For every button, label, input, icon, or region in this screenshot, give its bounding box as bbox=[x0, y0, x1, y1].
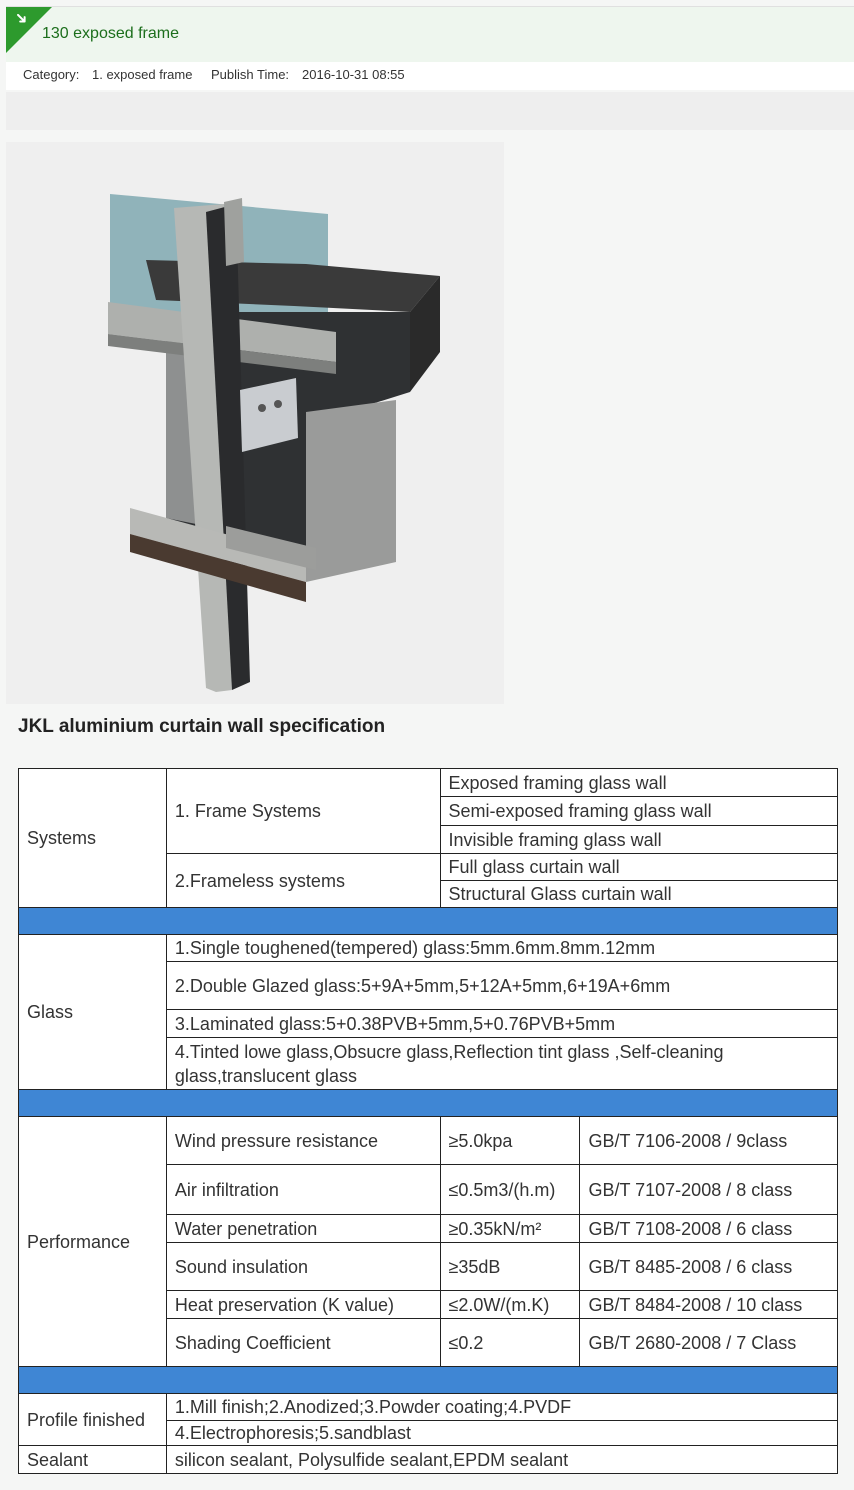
article-meta bbox=[6, 62, 854, 90]
performance-value: ≤0.2 bbox=[440, 1319, 580, 1367]
performance-standard: GB/T 8485-2008 / 6 class bbox=[580, 1243, 838, 1291]
table-row bbox=[19, 935, 838, 962]
frame-system-item: Semi-exposed framing glass wall bbox=[440, 797, 838, 826]
spec-heading: JKL aluminium curtain wall specification bbox=[18, 716, 386, 737]
performance-name: Sound insulation bbox=[166, 1243, 440, 1291]
frame-system-item: Invisible framing glass wall bbox=[440, 826, 838, 854]
article-header bbox=[6, 6, 854, 63]
section-separator bbox=[19, 1367, 838, 1394]
glass-item: 1.Single toughened(tempered) glass:5mm.6mm.8mm.12mm bbox=[166, 935, 837, 962]
performance-name: Air infiltration bbox=[166, 1165, 440, 1215]
performance-name: Wind pressure resistance bbox=[166, 1117, 440, 1165]
performance-standard: GB/T 8484-2008 / 10 class bbox=[580, 1291, 838, 1319]
performance-value: ≤0.5m3/(h.m) bbox=[440, 1165, 580, 1215]
publish-label: Publish Time: bbox=[211, 67, 290, 82]
performance-name: Water penetration bbox=[166, 1215, 440, 1243]
publish-time: 2016-10-31 08:55 bbox=[302, 67, 405, 82]
performance-name: Heat preservation (K value) bbox=[166, 1291, 440, 1319]
content-divider-bar bbox=[6, 92, 854, 130]
glass-label: Glass bbox=[19, 935, 167, 1090]
sealant-value: silicon sealant, Polysulfide sealant,EPDM sealant bbox=[166, 1446, 837, 1474]
specification-table bbox=[18, 768, 838, 1474]
table-row bbox=[19, 1394, 838, 1421]
table-row bbox=[19, 1446, 838, 1474]
frameless-system-item: Full glass curtain wall bbox=[440, 854, 838, 881]
profile-label: Profile finished bbox=[19, 1394, 167, 1446]
performance-value: ≥35dB bbox=[440, 1243, 580, 1291]
systems-label: Systems bbox=[19, 769, 167, 908]
glass-item: 3.Laminated glass:5+0.38PVB+5mm,5+0.76PVB+5mm bbox=[166, 1010, 837, 1038]
performance-value: ≥0.35kN/m² bbox=[440, 1215, 580, 1243]
glass-item: 4.Tinted lowe glass,Obsucre glass,Reflection tint glass ,Self-cleaning glass,translucent glass bbox=[166, 1038, 837, 1090]
arrow-icon: ➜ bbox=[10, 7, 32, 30]
curtain-wall-illustration bbox=[6, 142, 504, 704]
glass-item: 2.Double Glazed glass:5+9A+5mm,5+12A+5mm,6+19A+6mm bbox=[166, 962, 837, 1010]
profile-item: 1.Mill finish;2.Anodized;3.Powder coating;4.PVDF bbox=[166, 1394, 837, 1421]
performance-standard: GB/T 7108-2008 / 6 class bbox=[580, 1215, 838, 1243]
frame-systems-label: 1. Frame Systems bbox=[166, 769, 440, 854]
performance-standard: GB/T 7106-2008 / 9class bbox=[580, 1117, 838, 1165]
frame-system-item: Exposed framing glass wall bbox=[440, 769, 838, 797]
profile-item: 4.Electrophoresis;5.sandblast bbox=[166, 1421, 837, 1446]
performance-value: ≤2.0W/(m.K) bbox=[440, 1291, 580, 1319]
section-separator bbox=[19, 1090, 838, 1117]
table-row bbox=[19, 1117, 838, 1165]
frameless-systems-label: 2.Frameless systems bbox=[166, 854, 440, 908]
category-value[interactable]: 1. exposed frame bbox=[92, 67, 193, 82]
performance-standard: GB/T 7107-2008 / 8 class bbox=[580, 1165, 838, 1215]
performance-value: ≥5.0kpa bbox=[440, 1117, 580, 1165]
page-title[interactable]: 130 exposed frame bbox=[42, 25, 179, 42]
category-label: Category: bbox=[23, 67, 80, 82]
sealant-label: Sealant bbox=[19, 1446, 167, 1474]
table-row bbox=[19, 769, 838, 797]
frameless-system-item: Structural Glass curtain wall bbox=[440, 881, 838, 908]
performance-standard: GB/T 2680-2008 / 7 Class bbox=[580, 1319, 838, 1367]
section-separator bbox=[19, 908, 838, 935]
performance-label: Performance bbox=[19, 1117, 167, 1367]
performance-name: Shading Coefficient bbox=[166, 1319, 440, 1367]
product-image bbox=[6, 142, 504, 704]
